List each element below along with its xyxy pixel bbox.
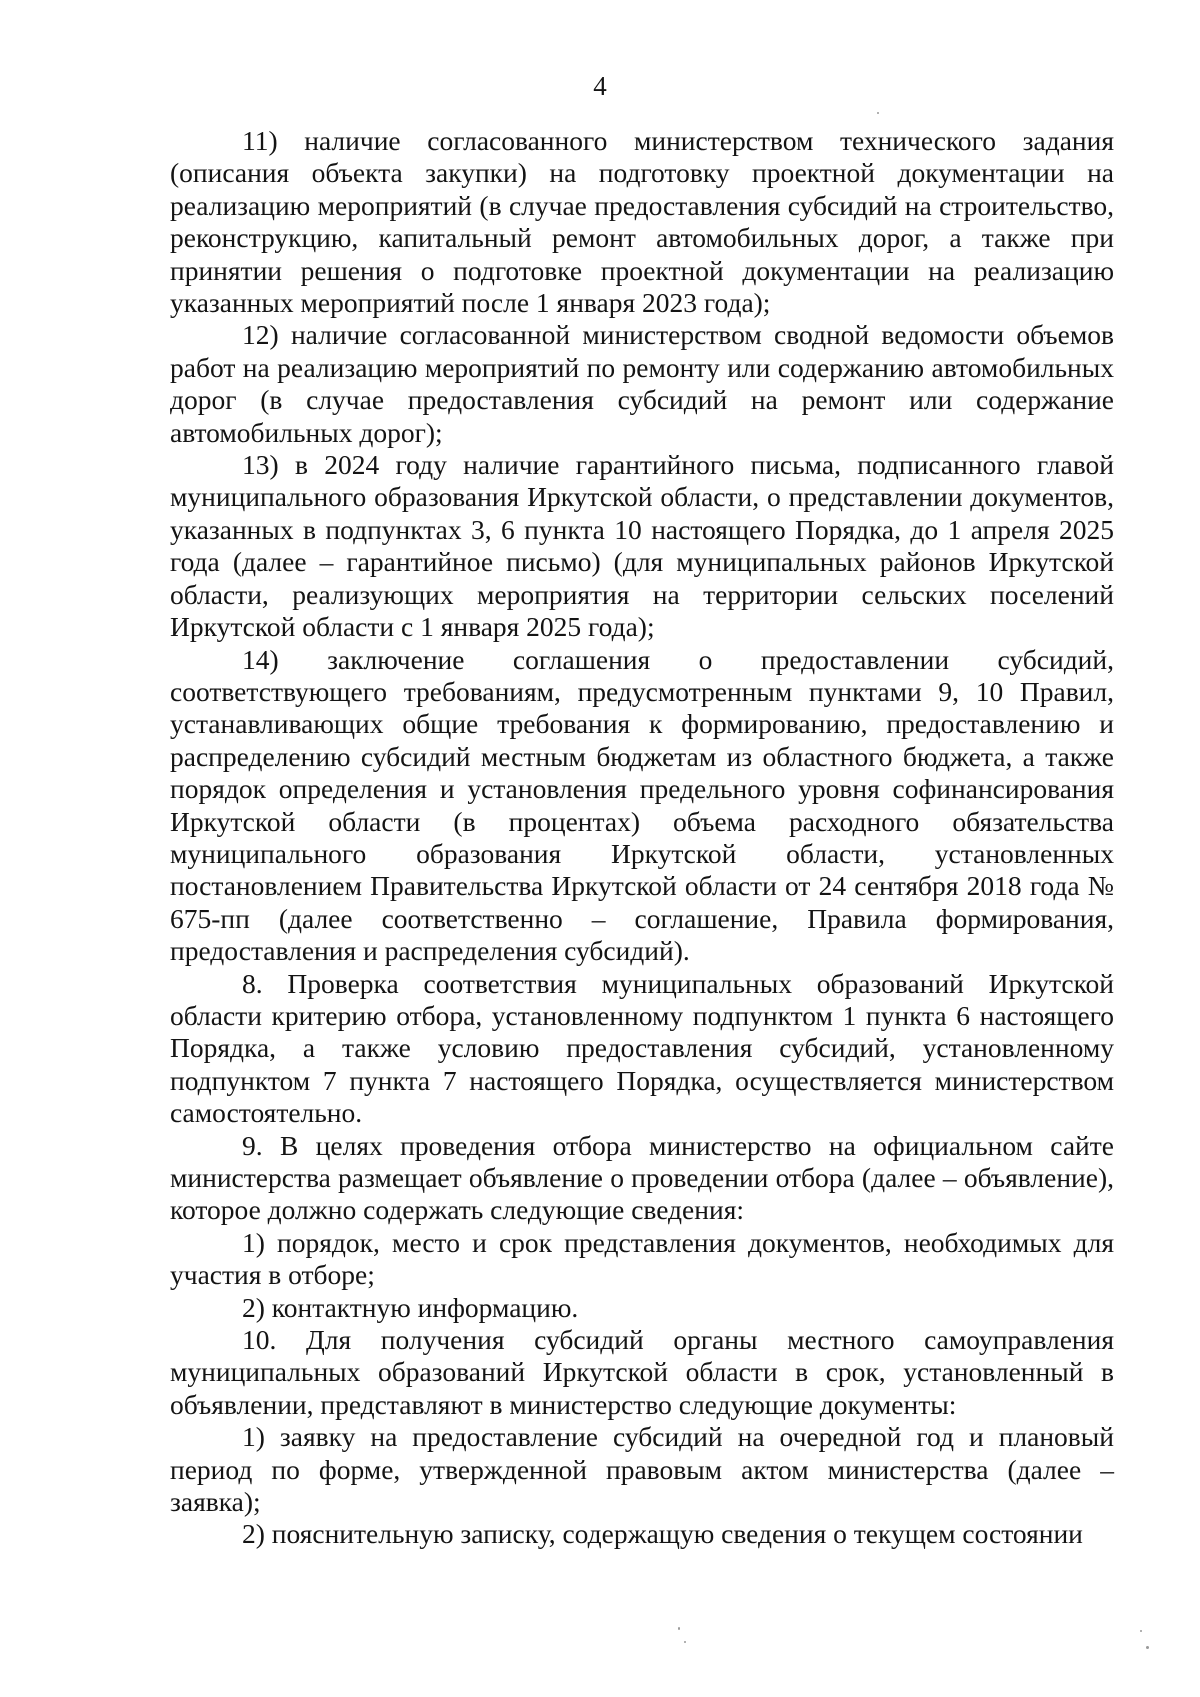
paragraph-subitem-13: 13) в 2024 году наличие гарантийного письма, подписанного главой муниципального образования Иркутской области, о представлении документов, указанных в подпунктах 3, 6 пункта 10 настоящего Порядка, до 1 апреля 2025 года (далее – гарантийное письмо) (для муниципальных районов Иркутской области, реализующих мероприятия на территории сельских поселений Иркутской области с 1 января 2025 года); xyxy=(170,449,1114,643)
paragraph-clause-9: 9. В целях проведения отбора министерство на официальном сайте министерства размещает объявление о проведении отбора (далее – объявление), которое должно содержать следующие сведения: xyxy=(170,1129,1114,1226)
paragraph-clause-10-item-2: 2) пояснительную записку, содержащую сведения о текущем состоянии xyxy=(242,1518,1083,1550)
paragraph-subitem-11: 11) наличие согласованного министерством технического задания (описания объекта закупки) на подготовку проектной документации на реализацию мероприятий (в случае предоставления субсидий на строительство, реконструкцию, капитальный ремонт автомобильных дорог, а также при принятии решения о подготовке проектной документации на реализацию указанных мероприятий после 1 января 2023 года); xyxy=(170,125,1114,319)
paragraph-subitem-12: 12) наличие согласованной министерством сводной ведомости объемов работ на реализацию мероприятий по ремонту или содержанию автомобильных дорог (в случае предоставления субсидий на ремонт или содержание автомобильных дорог); xyxy=(170,319,1114,448)
scan-speck xyxy=(684,1641,686,1643)
paragraph-clause-10: 10. Для получения субсидий органы местного самоуправления муниципальных образований Иркутской области в срок, установленный в объявлении, представляют в министерство следующие документы: xyxy=(170,1324,1114,1420)
paragraph-clause-8: 8. Проверка соответствия муниципальных образований Иркутской области критерию отбора, установленному подпунктом 1 пункта 6 настоящего Порядка, а также условию предоставления субсидий, установленному подпунктом 7 пункта 7 настоящего Порядка, осуществляется министерством самостоятельно. xyxy=(170,967,1114,1129)
paragraph-clause-9-item-1: 1) порядок, место и срок представления документов, необходимых для участия в отборе; xyxy=(170,1226,1114,1291)
scan-speck xyxy=(678,1627,680,1630)
document-body xyxy=(170,125,1114,1551)
paragraph-clause-10-item-1: 1) заявку на предоставление субсидий на очередной год и плановый период по форме, утвержденной правовым актом министерства (далее – заявка); xyxy=(170,1421,1114,1518)
page-number: 4 xyxy=(593,71,607,101)
scan-speck xyxy=(877,112,879,114)
scan-speck xyxy=(1140,1630,1142,1632)
paragraph-subitem-14: 14) заключение соглашения о предоставлении субсидий, соответствующего требованиям, предусмотренным пунктами 9, 10 Правил, устанавливающих общие требования к формированию, предоставлению и распределению субсидий местным бюджетам из областного бюджета, а также порядок определения и установления предельного уровня софинансирования Иркутской области (в процентах) объема расходного обязательства муниципального образования Иркутской области, установленных постановлением Правительства Иркутской области от 24 сентября 2018 года № 675-пп (далее соответственно – соглашение, Правила формирования, предоставления и распределения субсидий). xyxy=(170,643,1114,967)
scan-speck xyxy=(1146,1646,1149,1649)
paragraph-clause-9-item-2: 2) контактную информацию. xyxy=(242,1291,579,1323)
